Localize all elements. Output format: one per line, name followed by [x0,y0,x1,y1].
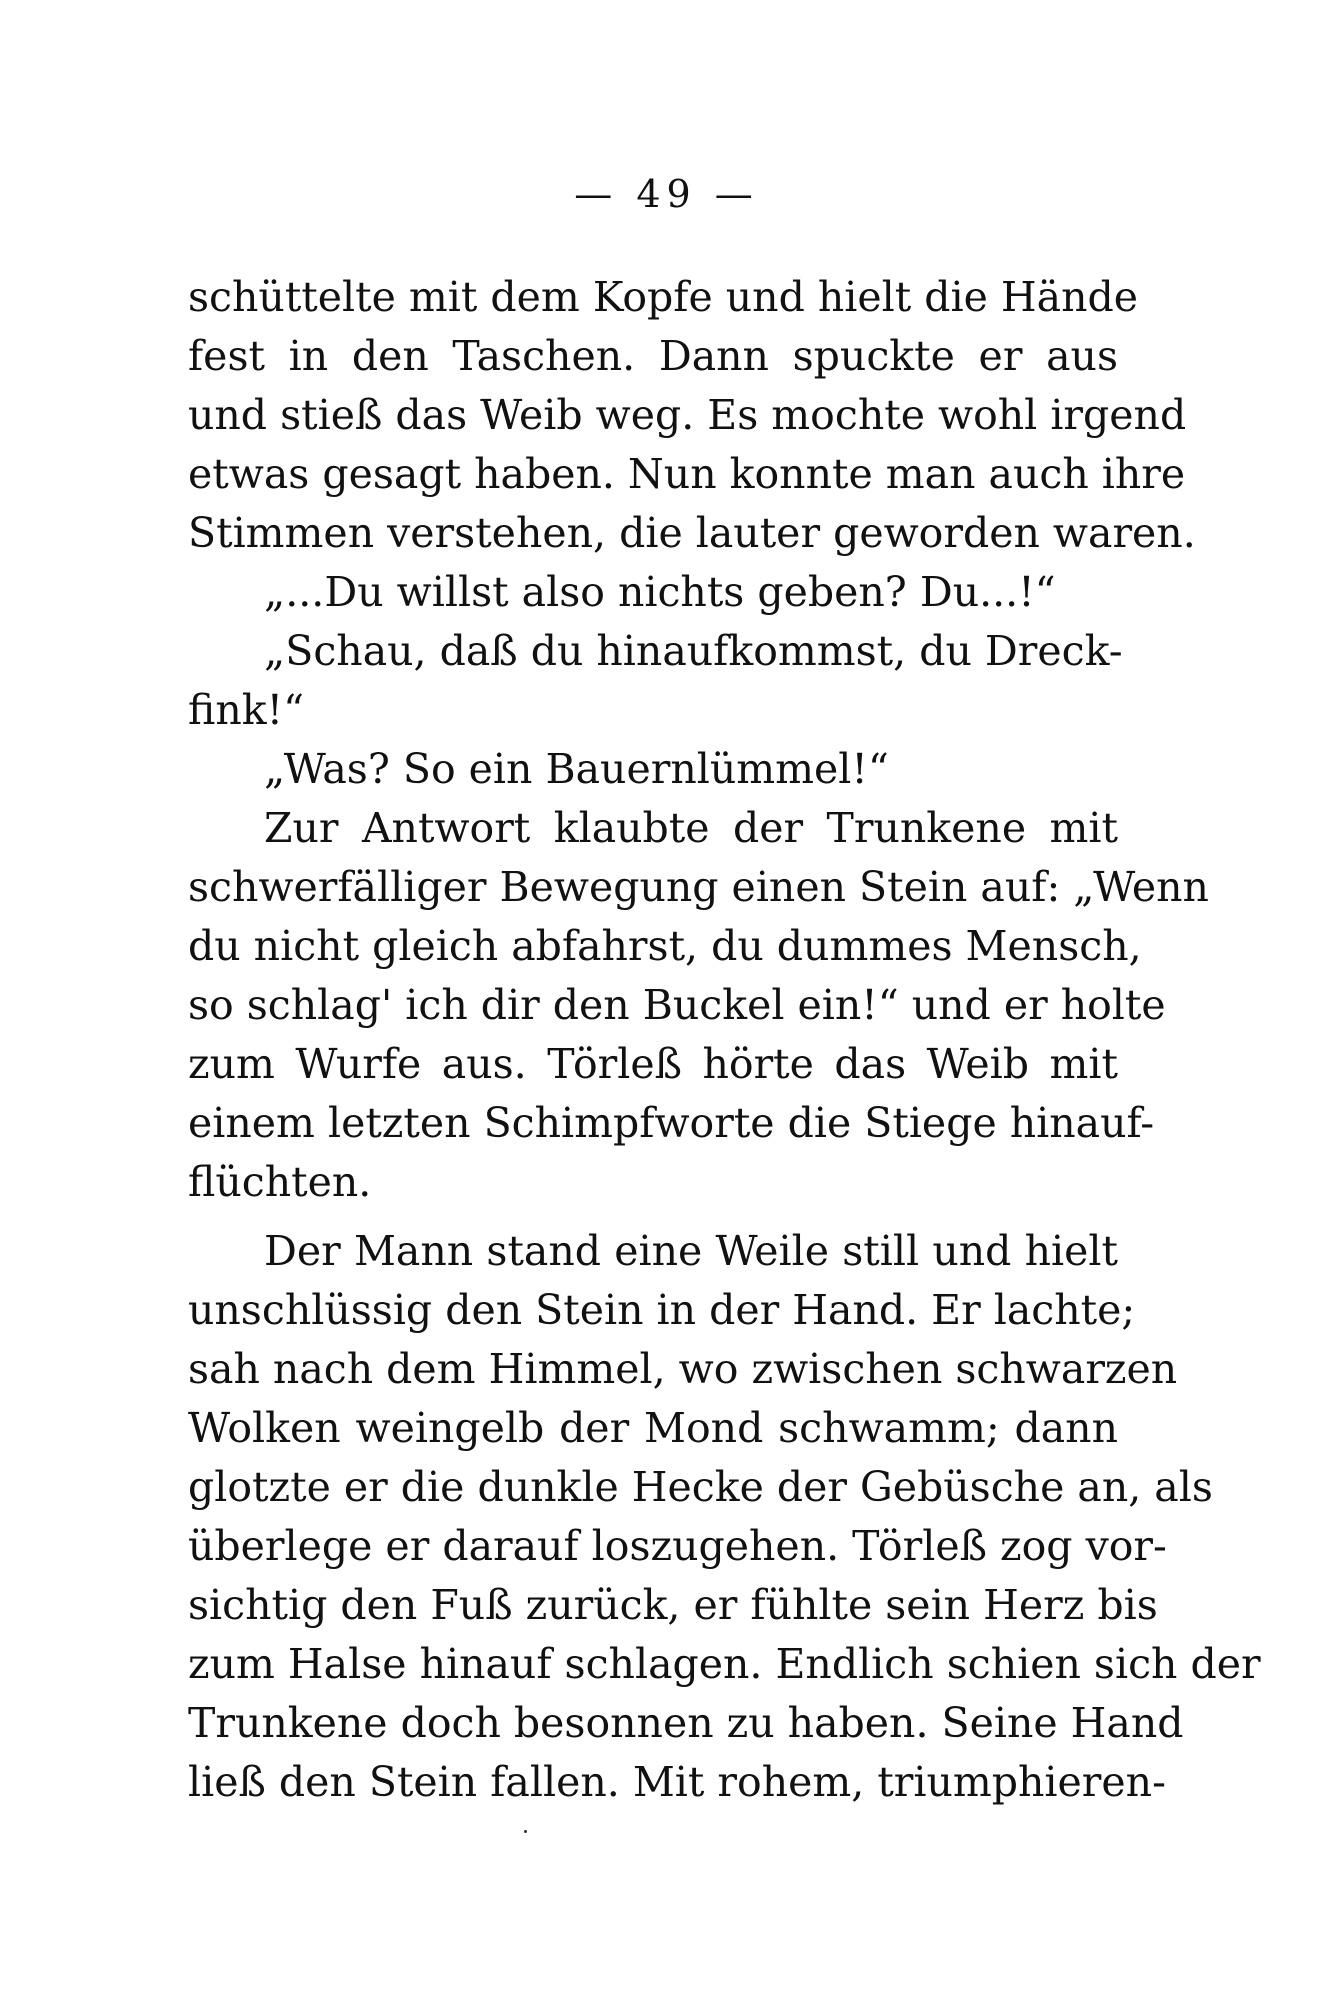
text-line: unschlüssig den Stein in der Hand. Er lachte; [188,1286,1136,1334]
text-line: Zur Antwort klaubte der Trunkene mit [264,804,1118,852]
text-line: fest in den Taschen. Dann spuckte er aus [188,332,1118,380]
text-line: „Schau, daß du hinaufkommst, du Dreck- [264,627,1123,675]
text-line: sichtig den Fuß zurück, er fühlte sein Herz bis [188,1581,1158,1629]
text-line: Stimmen verstehen, die lauter geworden waren. [188,509,1196,557]
text-line: zum Wurfe aus. Törleß hörte das Weib mit [188,1040,1118,1088]
text-line: so schlag' ich dir den Buckel ein!“ und er holte [188,981,1166,1029]
text-line: sah nach dem Himmel, wo zwischen schwarzen [188,1345,1178,1393]
page-number: — 49 — [574,172,759,216]
print-speck [524,1830,527,1833]
text-line: Der Mann stand eine Weile still und hielt [264,1227,1118,1275]
text-line: flüchten. [188,1158,372,1206]
text-line: „Was? So ein Bauernlümmel!“ [264,745,889,793]
text-line: Trunkene doch besonnen zu haben. Seine Hand [188,1699,1184,1747]
text-line: Wolken weingelb der Mond schwamm; dann [188,1404,1118,1452]
text-line: „...Du willst also nichts geben? Du...!“ [264,568,1056,616]
text-line: schüttelte mit dem Kopfe und hielt die Hände [188,273,1139,321]
body-text [188,268,1261,1812]
text-line: fink!“ [188,686,305,734]
text-line: schwerfälliger Bewegung einen Stein auf: „Wenn [188,863,1209,911]
text-line: etwas gesagt haben. Nun konnte man auch ihre [188,450,1186,498]
text-line: du nicht gleich abfahrst, du dummes Mensch, [188,922,1142,970]
text-line: einem letzten Schimpfworte die Stiege hinauf- [188,1099,1155,1147]
text-line: ließ den Stein fallen. Mit rohem, triumphieren- [188,1758,1166,1806]
paragraph-gap [188,1212,1118,1222]
text-line: und stieß das Weib weg. Es mochte wohl irgend [188,391,1187,439]
text-line: glotzte er die dunkle Hecke der Gebüsche an, als [188,1463,1213,1511]
text-line: zum Halse hinauf schlagen. Endlich schien sich der [188,1640,1261,1688]
text-line: überlege er darauf loszugehen. Törleß zog vor- [188,1522,1167,1570]
